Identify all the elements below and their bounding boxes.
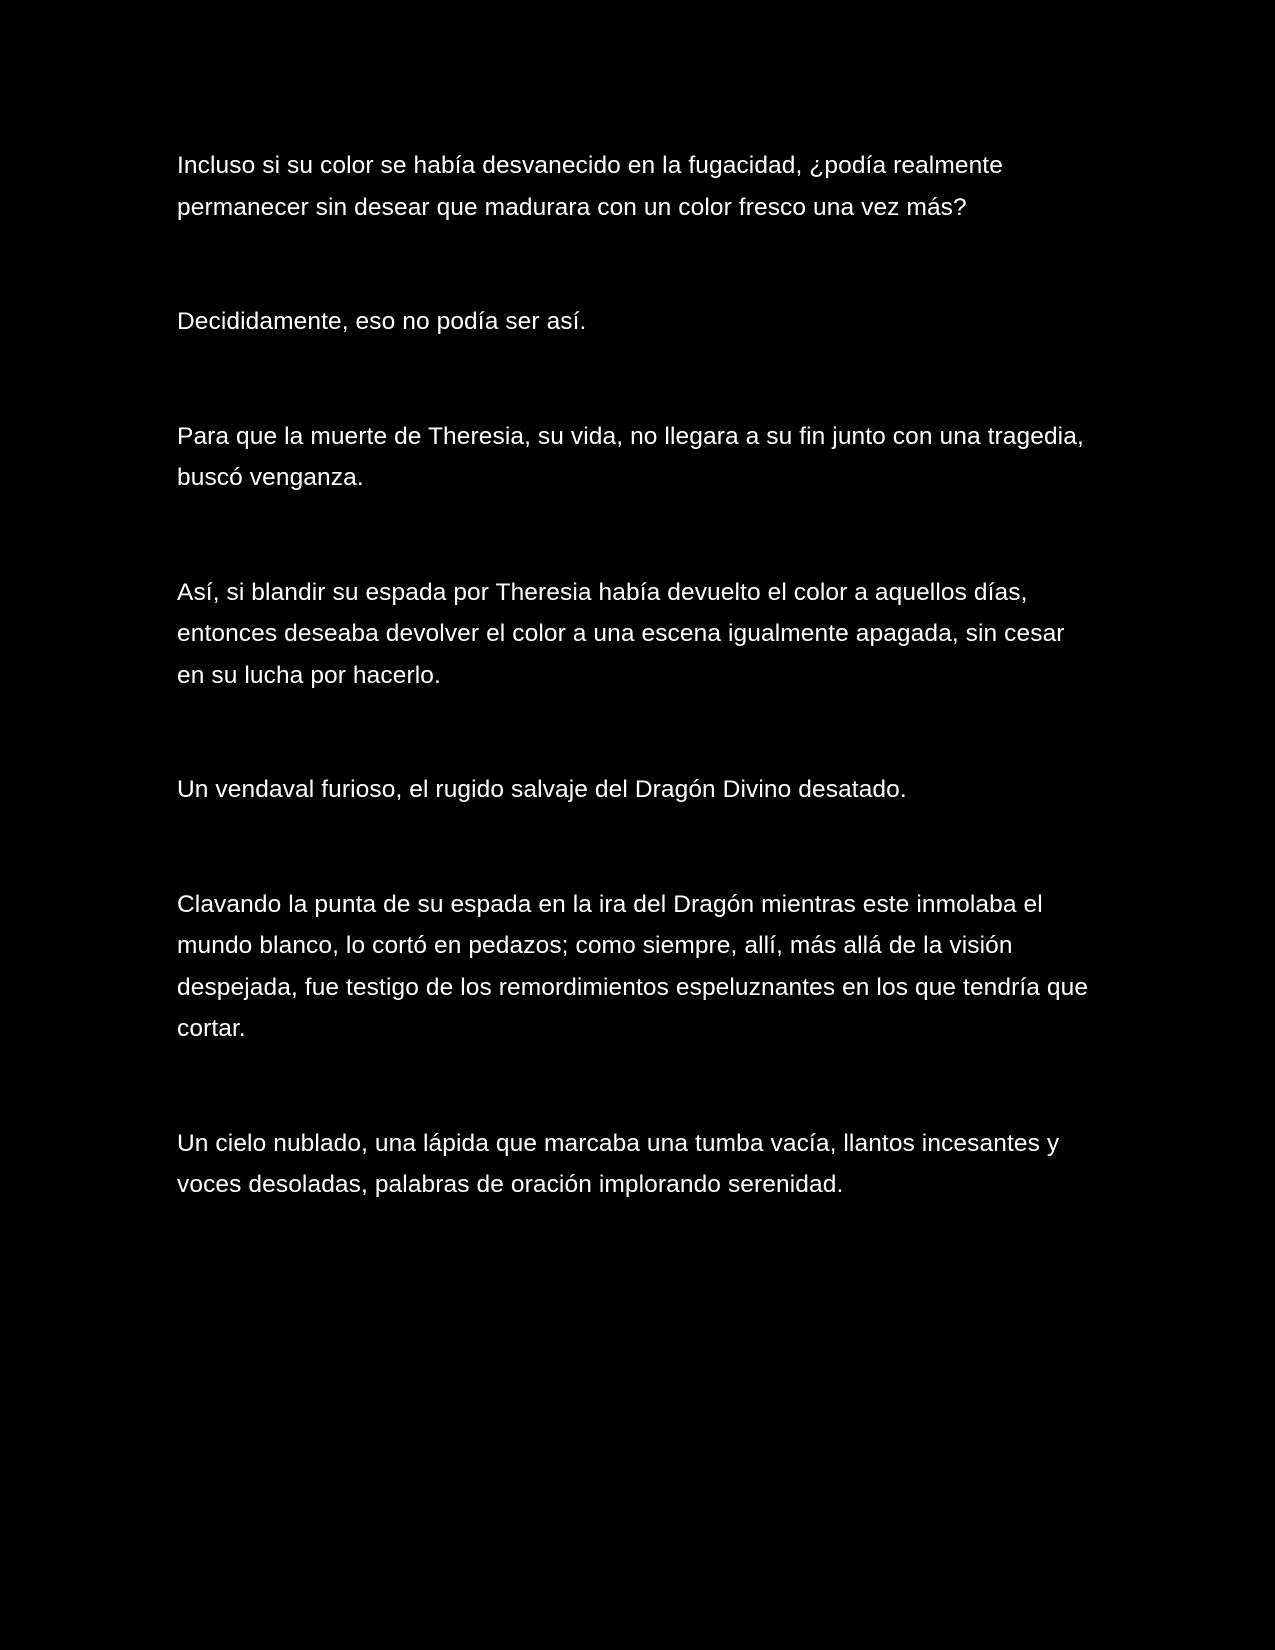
paragraph-7: Un cielo nublado, una lápida que marcaba una tumba vacía, llantos incesantes y voces desoladas, palabras de oración implorando serenidad. <box>177 1129 1060 1198</box>
paragraph-5: Un vendaval furioso, el rugido salvaje del Dragón Divino desatado. <box>177 776 907 803</box>
paragraph-4: Así, si blandir su espada por Theresia había devuelto el color a aquellos días, entonces deseaba devolver el color a una escena igualmente apagada, sin cesar en su lucha por hacerlo. <box>177 578 1065 689</box>
paragraph-1: Incluso si su color se había desvanecido en la fugacidad, ¿podía realmente permanecer sin desear que madurara con un color fresco una vez más? <box>177 152 1003 221</box>
paragraph-2: Decididamente, eso no podía ser así. <box>177 308 587 335</box>
document-page <box>177 145 1097 1279</box>
paragraph-6: Clavando la punta de su espada en la ira del Dragón mientras este inmolaba el mundo blanco, lo cortó en pedazos; como siempre, allí, más allá de la visión despejada, fue testigo de los remordimientos espeluznantes en los que tendría que cortar. <box>177 890 1089 1042</box>
paragraph-3: Para que la muerte de Theresia, su vida, no llegara a su fin junto con una tragedia, buscó venganza. <box>177 422 1084 491</box>
